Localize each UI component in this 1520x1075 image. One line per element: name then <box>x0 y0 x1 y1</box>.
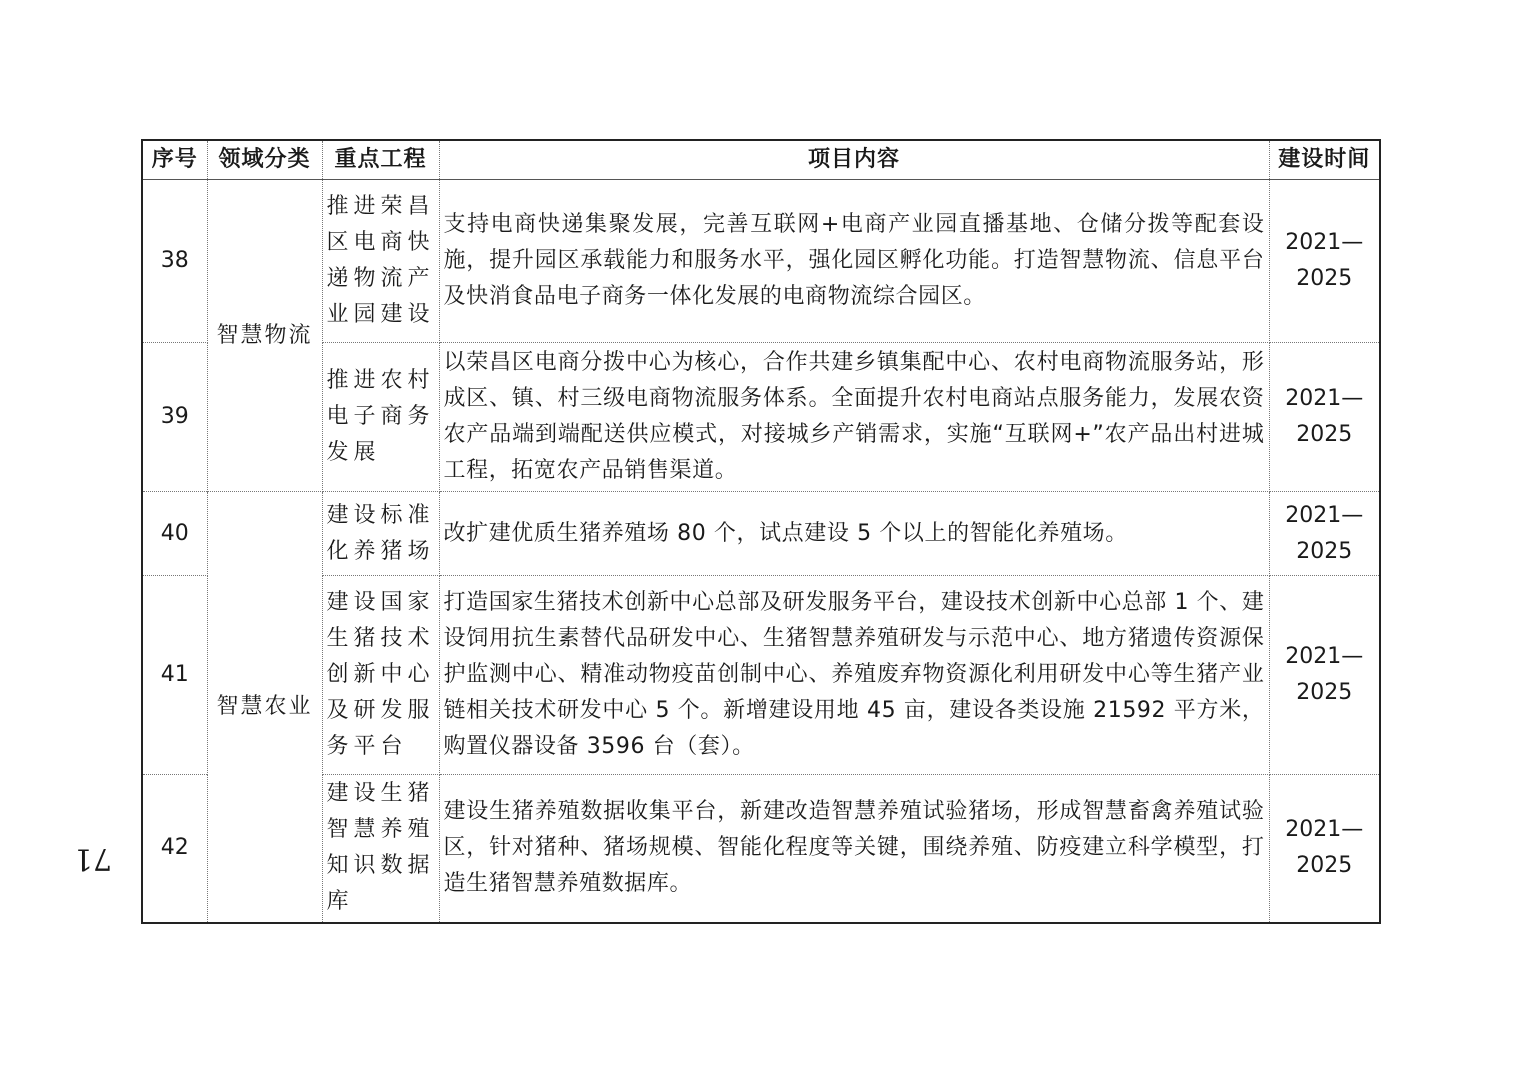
page-number: 71 <box>73 841 113 876</box>
project-name: 建设国家生猪技术创新中心及研发服务平台 <box>322 576 439 775</box>
project-name: 推进荣昌区电商快递物流产业园建设 <box>322 180 439 343</box>
row-number: 39 <box>142 343 207 492</box>
project-content: 改扩建优质生猪养殖场 80 个，试点建设 5 个以上的智能化养殖场。 <box>439 492 1269 576</box>
project-content: 支持电商快递集聚发展，完善互联网+电商产业园直播基地、仓储分拨等配套设施，提升园区承载能力和服务水平，强化园区孵化功能。打造智慧物流、信息平台及快消食品电子商务一体化发展的电商物流综合园区。 <box>439 180 1269 343</box>
project-content: 建设生猪养殖数据收集平台，新建改造智慧养殖试验猪场，形成智慧畜禽养殖试验区，针对猪种、猪场规模、智能化程度等关键，围绕养殖、防疫建立科学模型，打造生猪智慧养殖数据库。 <box>439 775 1269 923</box>
time-end: 2025 <box>1296 266 1353 291</box>
header-time: 建设时间 <box>1269 140 1380 180</box>
build-time <box>1269 492 1380 576</box>
row-number: 38 <box>142 180 207 343</box>
time-start: 2021— <box>1285 230 1364 255</box>
field-category <box>207 180 322 492</box>
row-number: 42 <box>142 775 207 923</box>
project-table <box>141 139 1381 924</box>
header-field: 领域分类 <box>207 140 322 180</box>
build-time <box>1269 180 1380 343</box>
build-time <box>1269 343 1380 492</box>
header-no: 序号 <box>142 140 207 180</box>
table-row <box>142 576 1380 775</box>
table-header-row <box>142 140 1380 180</box>
project-name: 推进农村电子商务发展 <box>322 343 439 492</box>
time-start: 2021— <box>1285 502 1364 528</box>
field-label: 智慧农业 <box>216 693 313 719</box>
build-time <box>1269 576 1380 775</box>
build-time <box>1269 775 1380 923</box>
table-row <box>142 775 1380 923</box>
time-end: 2025 <box>1296 422 1353 447</box>
time-start: 2021— <box>1285 817 1364 843</box>
project-content: 以荣昌区电商分拨中心为核心，合作共建乡镇集配中心、农村电商物流服务站，形成区、镇、村三级电商物流服务体系。全面提升农村电商站点服务能力，发展农资农产品端到端配送供应模式，对接城乡产销需求，实施“互联网+”农产品出村进城工程，拓宽农产品销售渠道。 <box>439 343 1269 492</box>
project-name: 建设标准化养猪场 <box>322 492 439 576</box>
time-start: 2021— <box>1285 386 1364 411</box>
header-content: 项目内容 <box>439 140 1269 180</box>
row-number: 40 <box>142 492 207 576</box>
time-end: 2025 <box>1296 680 1353 705</box>
project-content: 打造国家生猪技术创新中心总部及研发服务平台，建设技术创新中心总部 1 个、建设饲用抗生素替代品研发中心、生猪智慧养殖研发与示范中心、地方猪遗传资源保护监测中心、精准动物疫苗创制中心、养殖废弃物资源化利用研发中心等生猪产业链相关技术研发中心 5 个。新增建设用地 45 亩，建设各类设施 21592 平方米，购置仪器设备 3596 台（套）。 <box>439 576 1269 775</box>
table-row <box>142 492 1380 576</box>
field-category <box>207 492 322 923</box>
time-end: 2025 <box>1296 853 1353 879</box>
field-label: 智慧物流 <box>216 322 313 348</box>
row-number: 41 <box>142 576 207 775</box>
header-project: 重点工程 <box>322 140 439 180</box>
project-name: 建设生猪智慧养殖知识数据库 <box>322 775 439 923</box>
table-row <box>142 180 1380 343</box>
time-end: 2025 <box>1296 538 1353 564</box>
table-row <box>142 343 1380 492</box>
time-start: 2021— <box>1285 644 1364 669</box>
